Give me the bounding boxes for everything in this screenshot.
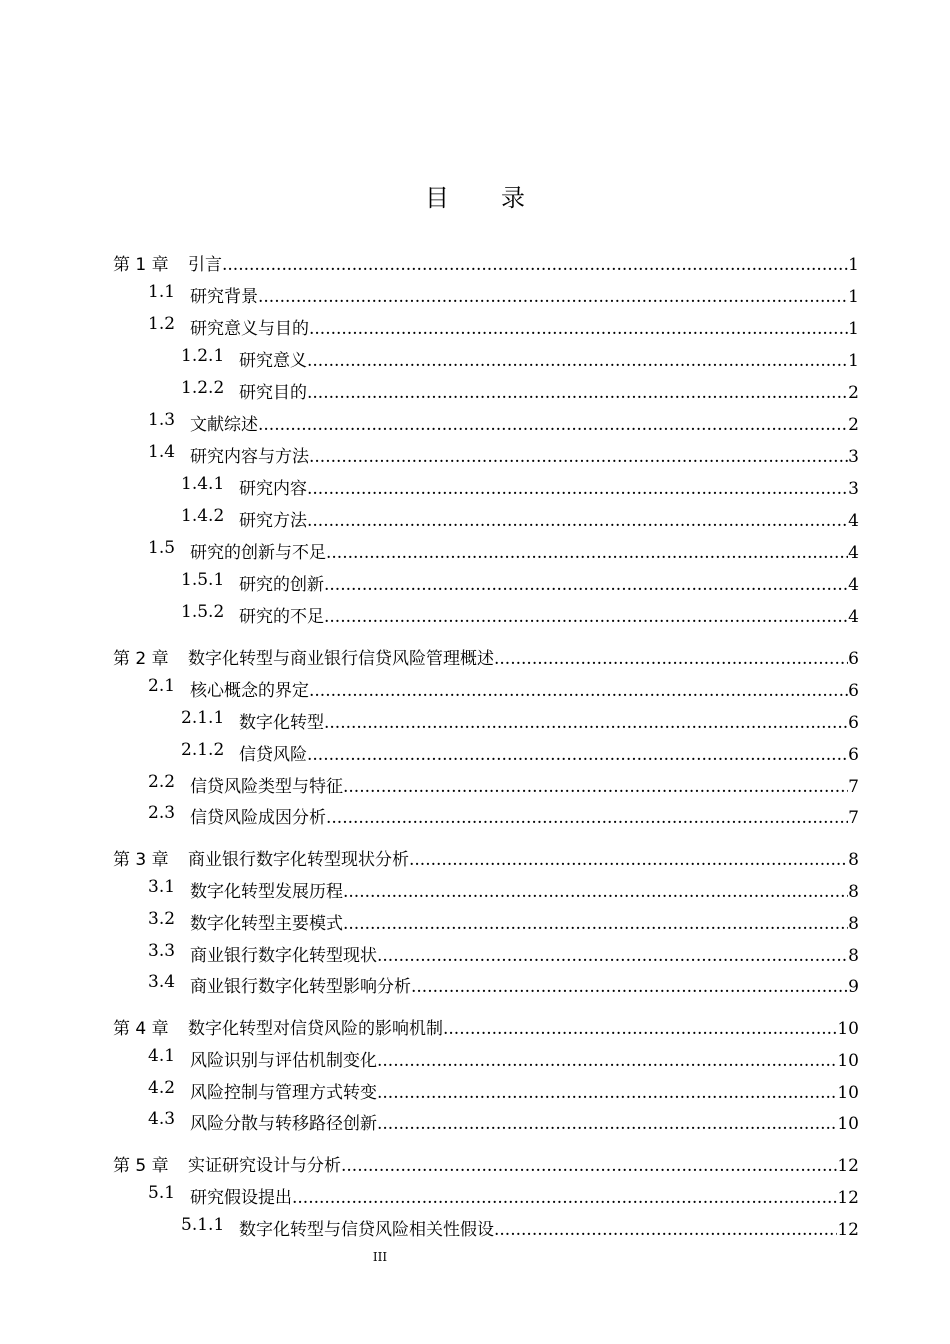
toc-entry-number: 3.4	[148, 972, 176, 992]
toc-entry-page: 10	[837, 1019, 859, 1039]
toc-entry-number: 1.5.1	[181, 570, 225, 590]
toc-entry-page: 10	[837, 1051, 859, 1071]
toc-entry-number: 第 3 章	[113, 850, 169, 870]
toc-entry-title: 核心概念的界定	[190, 681, 309, 701]
toc-entry-number: 第 2 章	[113, 649, 169, 669]
toc-entry-title: 研究的创新与不足	[190, 543, 326, 563]
toc-section-entry[interactable]	[0, 1215, 950, 1241]
toc-entry-number: 3.1	[148, 877, 176, 897]
toc-entry-number: 1.4	[148, 442, 176, 462]
toc-entry-title: 商业银行数字化转型影响分析	[190, 977, 411, 997]
toc-entry-page: 1	[848, 319, 859, 339]
toc-dot-leader	[324, 607, 848, 627]
toc-entry-title: 文献综述	[190, 415, 258, 435]
toc-entry-number: 第 4 章	[113, 1019, 169, 1039]
toc-entry-title: 研究背景	[190, 287, 258, 307]
toc-dot-leader	[443, 1019, 837, 1039]
toc-entry-title: 风险识别与评估机制变化	[190, 1051, 377, 1071]
toc-entry-title: 研究内容	[239, 479, 307, 499]
toc-dot-leader	[343, 882, 848, 902]
toc-entry-number: 1.2	[148, 314, 176, 334]
toc-dot-leader	[292, 1188, 837, 1208]
toc-entry-page: 1	[848, 255, 859, 275]
toc-section-entry[interactable]	[0, 1109, 950, 1135]
title-char-2: 录	[501, 184, 525, 212]
toc-section-entry[interactable]	[0, 1046, 950, 1072]
toc-section-entry[interactable]	[0, 941, 950, 967]
toc-entry-title: 研究意义与目的	[190, 319, 309, 339]
title-char-1: 目	[425, 184, 449, 212]
toc-section-entry[interactable]	[0, 1078, 950, 1104]
page-number-footer: III	[372, 1250, 388, 1264]
toc-dot-leader	[307, 745, 848, 765]
page-title	[0, 178, 950, 213]
toc-entry-title: 商业银行数字化转型现状分析	[188, 850, 409, 870]
toc-chapter-entry[interactable]	[0, 250, 950, 276]
toc-dot-leader	[309, 319, 848, 339]
toc-section-entry[interactable]	[0, 442, 950, 468]
toc-entry-page: 8	[848, 850, 859, 870]
toc-dot-leader	[324, 575, 848, 595]
toc-dot-leader	[494, 1220, 837, 1240]
toc-dot-leader	[307, 383, 848, 403]
toc-section-entry[interactable]	[0, 538, 950, 564]
toc-dot-leader	[494, 649, 848, 669]
toc-entry-page: 7	[848, 808, 859, 828]
toc-entry-number: 1.2.2	[181, 378, 225, 398]
toc-entry-title: 研究方法	[239, 511, 307, 531]
toc-entry-title: 数字化转型与信贷风险相关性假设	[239, 1220, 494, 1240]
toc-section-entry[interactable]	[0, 378, 950, 404]
toc-entry-title: 研究的创新	[239, 575, 324, 595]
toc-entry-number: 2.1.2	[181, 740, 225, 760]
toc-entry-title: 信贷风险成因分析	[190, 808, 326, 828]
toc-section-entry[interactable]	[0, 803, 950, 829]
toc-entry-title: 实证研究设计与分析	[188, 1156, 341, 1176]
toc-entry-page: 4	[848, 511, 859, 531]
toc-dot-leader	[377, 1051, 837, 1071]
toc-chapter-entry[interactable]	[0, 1014, 950, 1040]
toc-entry-page: 3	[848, 447, 859, 467]
toc-entry-number: 2.1	[148, 676, 176, 696]
toc-entry-page: 12	[837, 1156, 859, 1176]
toc-entry-number: 2.2	[148, 772, 176, 792]
toc-entry-title: 风险分散与转移路径创新	[190, 1114, 377, 1134]
toc-entry-page: 12	[837, 1220, 859, 1240]
toc-section-entry[interactable]	[0, 346, 950, 372]
toc-entry-number: 1.4.1	[181, 474, 225, 494]
toc-entry-page: 1	[848, 351, 859, 371]
toc-entry-page: 3	[848, 479, 859, 499]
toc-entry-title: 风险控制与管理方式转变	[190, 1083, 377, 1103]
toc-entry-page: 4	[848, 575, 859, 595]
toc-dot-leader	[343, 914, 848, 934]
toc-dot-leader	[341, 1156, 837, 1176]
toc-chapter-entry[interactable]	[0, 644, 950, 670]
toc-dot-leader	[377, 946, 848, 966]
toc-entry-title: 数字化转型发展历程	[190, 882, 343, 902]
toc-entry-title: 数字化转型对信贷风险的影响机制	[188, 1019, 443, 1039]
toc-entry-page: 10	[837, 1083, 859, 1103]
toc-entry-page: 8	[848, 914, 859, 934]
toc-dot-leader	[377, 1114, 837, 1134]
toc-entry-number: 2.1.1	[181, 708, 225, 728]
toc-section-entry[interactable]	[0, 972, 950, 998]
toc-dot-leader	[326, 808, 848, 828]
toc-dot-leader	[258, 287, 848, 307]
toc-entry-number: 1.2.1	[181, 346, 225, 366]
toc-chapter-entry[interactable]	[0, 1151, 950, 1177]
toc-entry-page: 6	[848, 681, 859, 701]
toc-entry-number: 5.1	[148, 1183, 176, 1203]
toc-entry-number: 1.4.2	[181, 506, 225, 526]
toc-entry-page: 1	[848, 287, 859, 307]
toc-dot-leader	[377, 1083, 837, 1103]
toc-dot-leader	[307, 351, 848, 371]
toc-section-entry[interactable]	[0, 410, 950, 436]
toc-entry-page: 8	[848, 882, 859, 902]
toc-dot-leader	[258, 415, 848, 435]
toc-entry-title: 商业银行数字化转型现状	[190, 946, 377, 966]
toc-section-entry[interactable]	[0, 282, 950, 308]
toc-section-entry[interactable]	[0, 909, 950, 935]
toc-entry-title: 信贷风险类型与特征	[190, 777, 343, 797]
toc-entry-number: 第 5 章	[113, 1156, 169, 1176]
toc-entry-page: 6	[848, 649, 859, 669]
toc-section-entry[interactable]	[0, 506, 950, 532]
toc-entry-number: 5.1.1	[181, 1215, 225, 1235]
toc-entry-title: 研究内容与方法	[190, 447, 309, 467]
toc-entry-title: 数字化转型主要模式	[190, 914, 343, 934]
toc-entry-title: 研究假设提出	[190, 1188, 292, 1208]
toc-entry-number: 3.2	[148, 909, 176, 929]
toc-entry-page: 9	[848, 977, 859, 997]
toc-entry-page: 6	[848, 713, 859, 733]
toc-entry-page: 6	[848, 745, 859, 765]
toc-entry-page: 2	[848, 415, 859, 435]
toc-section-entry[interactable]	[0, 314, 950, 340]
toc-entry-number: 1.3	[148, 410, 176, 430]
toc-entry-number: 4.1	[148, 1046, 176, 1066]
toc-entry-title: 研究意义	[239, 351, 307, 371]
toc-section-entry[interactable]	[0, 772, 950, 798]
toc-entry-page: 8	[848, 946, 859, 966]
toc-section-entry[interactable]	[0, 602, 950, 628]
toc-entry-number: 1.5	[148, 538, 176, 558]
toc-dot-leader	[326, 543, 848, 563]
toc-entry-number: 第 1 章	[113, 255, 169, 275]
toc-entry-title: 研究的不足	[239, 607, 324, 627]
toc-dot-leader	[309, 681, 848, 701]
toc-dot-leader	[409, 850, 848, 870]
toc-section-entry[interactable]	[0, 708, 950, 734]
toc-dot-leader	[411, 977, 848, 997]
toc-entry-number: 1.5.2	[181, 602, 225, 622]
toc-section-entry[interactable]	[0, 676, 950, 702]
toc-entry-number: 3.3	[148, 941, 176, 961]
toc-dot-leader	[309, 447, 848, 467]
toc-entry-number: 1.1	[148, 282, 176, 302]
toc-entry-title: 数字化转型与商业银行信贷风险管理概述	[188, 649, 494, 669]
toc-entry-number: 4.2	[148, 1078, 176, 1098]
toc-entry-title: 引言	[188, 255, 222, 275]
toc-chapter-entry[interactable]	[0, 845, 950, 871]
toc-section-entry[interactable]	[0, 570, 950, 596]
toc-dot-leader	[307, 479, 848, 499]
toc-section-entry[interactable]	[0, 474, 950, 500]
toc-entry-title: 信贷风险	[239, 745, 307, 765]
toc-entry-title: 数字化转型	[239, 713, 324, 733]
toc-entry-page: 12	[837, 1188, 859, 1208]
toc-dot-leader	[222, 255, 848, 275]
toc-entry-page: 4	[848, 543, 859, 563]
toc-dot-leader	[307, 511, 848, 531]
toc-entry-title: 研究目的	[239, 383, 307, 403]
toc-section-entry[interactable]	[0, 1183, 950, 1209]
toc-entry-page: 7	[848, 777, 859, 797]
toc-dot-leader	[343, 777, 848, 797]
toc-section-entry[interactable]	[0, 740, 950, 766]
toc-section-entry[interactable]	[0, 877, 950, 903]
toc-entry-page: 4	[848, 607, 859, 627]
toc-dot-leader	[324, 713, 848, 733]
toc-entry-number: 2.3	[148, 803, 176, 823]
toc-entry-number: 4.3	[148, 1109, 176, 1129]
toc-entry-page: 2	[848, 383, 859, 403]
toc-entry-page: 10	[837, 1114, 859, 1134]
